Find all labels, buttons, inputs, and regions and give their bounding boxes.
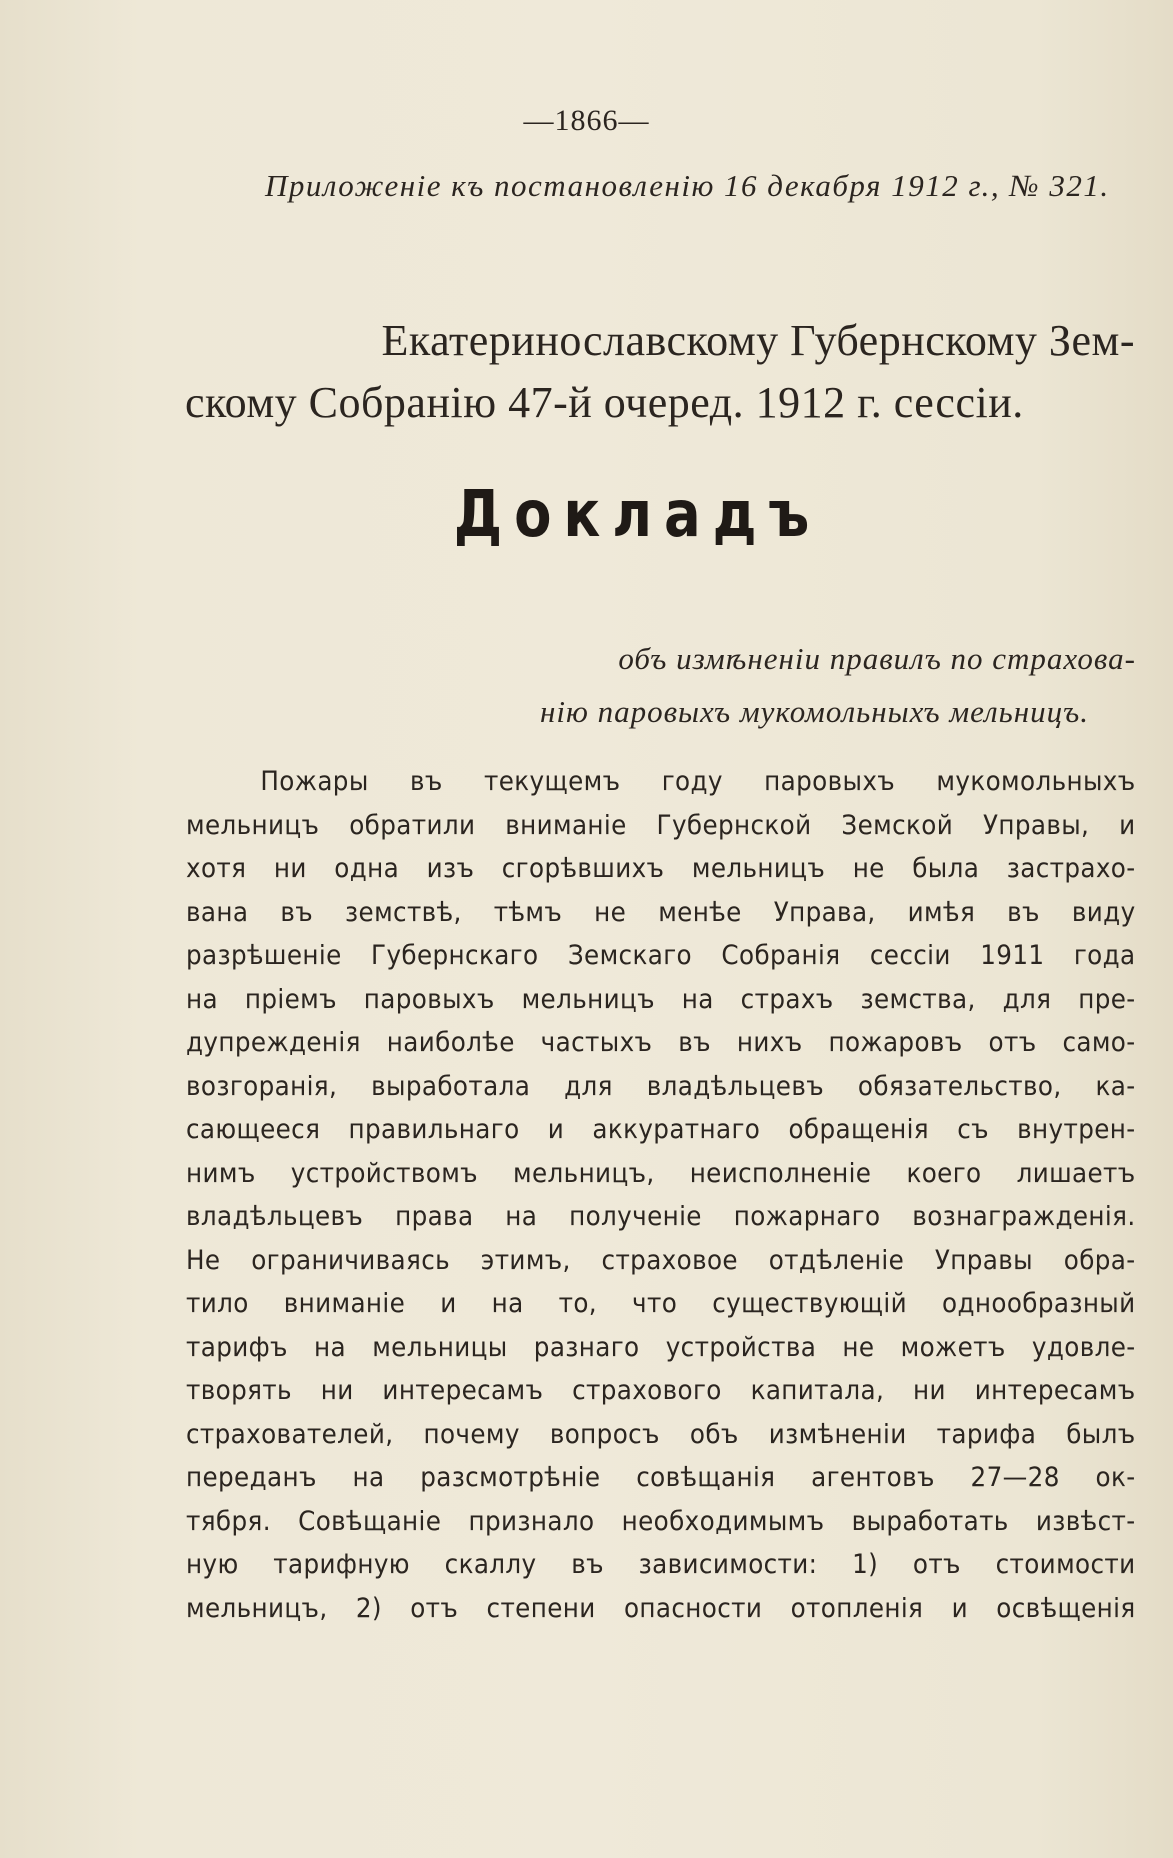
body-line: переданъ на разсмотрѣніе совѣщанія агентовъ 27—28 ок- [186, 1462, 1136, 1493]
body-line: ную тарифную скаллу въ зависимости: 1) отъ стоимости [186, 1549, 1136, 1580]
body-line: дупрежденія наиболѣе частыхъ въ нихъ пожаровъ отъ само- [186, 1027, 1136, 1058]
subtitle-line-2: нію паровыхъ мукомольныхъ мельницъ. [540, 694, 1090, 729]
document-title: Докладъ [453, 478, 822, 552]
body-line: хотя ни одна изъ сгорѣвшихъ мельницъ не была застрахо- [186, 853, 1136, 884]
body-line: тября. Совѣщаніе признало необходимымъ выработать извѣст- [186, 1505, 1136, 1537]
body-line: творять ни интересамъ страхового капитала, ни интересамъ [186, 1375, 1136, 1406]
body-line: Пожары въ текущемъ году паровыхъ мукомольныхъ [260, 766, 1136, 797]
body-text [186, 760, 1136, 1630]
subtitle-line-1: объ измѣненіи правилъ по страхова- [618, 641, 1136, 676]
address-line-2: скому Собранію 47-й очеред. 1912 г. сессіи. [185, 378, 1024, 427]
address-heading [185, 310, 1135, 434]
body-line: тило вниманіе и на то, что существующій однообразный [186, 1288, 1136, 1319]
body-line: нимъ устройствомъ мельницъ, неисполненіе коего лишаетъ [186, 1157, 1136, 1189]
address-line-1: Екатеринославскому Губернскому Зем- [381, 316, 1135, 365]
body-line: тарифъ на мельницы разнаго устройства не можетъ удовле- [186, 1331, 1136, 1363]
body-line: владѣльцевъ права на полученіе пожарнаго вознагражденія. [186, 1201, 1136, 1232]
body-line: вана въ земствѣ, тѣмъ не менѣе Управа, имѣя въ виду [186, 896, 1136, 928]
body-line: страхователей, почему вопросъ объ измѣненіи тарифа былъ [186, 1418, 1136, 1450]
body-line: Не ограничиваясь этимъ, страховое отдѣленіе Управы обра- [186, 1244, 1136, 1276]
body-line: сающееся правильнаго и аккуратнаго обращенія съ внутрен- [186, 1114, 1136, 1145]
body-line: мельницъ обратили вниманіе Губернской Земской Управы, и [186, 809, 1136, 841]
page-number: —1866— [523, 104, 650, 137]
body-line: мельницъ, 2) отъ степени опасности отопленія и освѣщенія [186, 1592, 1136, 1624]
appendix-note: Приложеніе къ постановленію 16 декабря 1912 г., № 321. [265, 168, 1110, 203]
document-subtitle [540, 632, 1136, 738]
body-line: на пріемъ паровыхъ мельницъ на страхъ земства, для пре- [186, 983, 1136, 1015]
body-line: разрѣшеніе Губернскаго Земскаго Собранія сессіи 1911 года [186, 940, 1136, 971]
body-line: возгоранія, выработала для владѣльцевъ обязательство, ка- [186, 1070, 1136, 1102]
